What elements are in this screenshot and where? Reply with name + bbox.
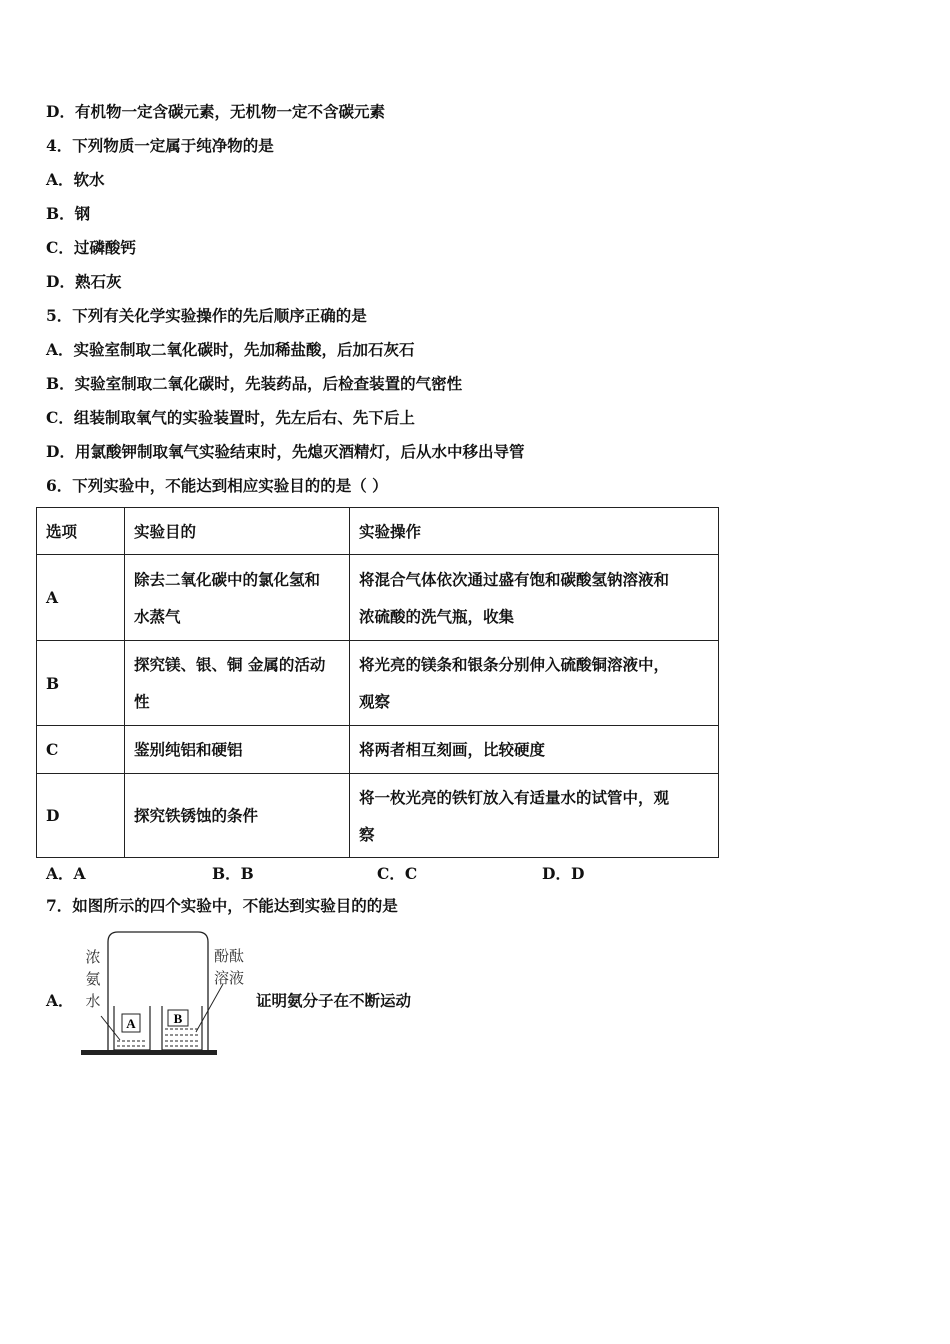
table-header-row <box>37 508 719 555</box>
q7-option-a-label: A． <box>46 991 74 1010</box>
row-operation <box>350 555 719 641</box>
q4-option-c: C．过磷酸钙 <box>46 238 136 257</box>
operation-line: 浓硫酸的洗气瓶，收集 <box>359 606 515 626</box>
q5-option-c: C．组装制取氧气的实验装置时，先左后右、先下后上 <box>46 408 415 427</box>
q4-option-d: D．熟石灰 <box>46 272 122 291</box>
row-option: D <box>37 774 125 858</box>
q6-stem: 6．下列实验中，不能达到相应实验目的的是（ ） <box>46 476 388 495</box>
row-option: A <box>37 555 125 641</box>
beaker-a-text: A <box>126 1016 136 1031</box>
header-operation: 实验操作 <box>350 508 719 555</box>
q6-table <box>36 507 719 858</box>
q4-stem: 4．下列物质一定属于纯净物的是 <box>46 136 274 155</box>
base-plate <box>81 1050 217 1055</box>
right-label-line: 酚酞 <box>213 947 245 965</box>
table-row <box>37 641 719 726</box>
row-goal: 探究铁锈蚀的条件 <box>125 774 350 858</box>
q3-option-d: D．有机物一定含碳元素，无机物一定不含碳元素 <box>46 102 385 121</box>
q5-stem: 5．下列有关化学实验操作的先后顺序正确的是 <box>46 306 367 325</box>
operation-line: 将一枚光亮的铁钉放入有适量水的试管中，观 <box>359 787 670 807</box>
bell-jar <box>108 932 208 1052</box>
ammonia-diffusion-figure <box>78 928 253 1060</box>
operation-line: 将光亮的镁条和银条分别伸入硫酸铜溶液中， <box>359 655 670 674</box>
q6-answer-c: C．C <box>377 864 418 883</box>
table-row <box>37 774 719 858</box>
goal-line: 水蒸气 <box>134 606 181 626</box>
left-label-line: 水 <box>85 992 101 1010</box>
row-option: C <box>37 726 125 774</box>
row-operation: 将两者相互刻画，比较硬度 <box>350 726 719 774</box>
q6-answer-a: A．A <box>46 864 86 883</box>
left-leader-line <box>101 1016 120 1040</box>
q6-answer-b: B．B <box>212 864 254 883</box>
row-operation <box>350 774 719 858</box>
q5-option-d: D．用氯酸钾制取氧气实验结束时，先熄灭酒精灯，后从水中移出导管 <box>46 442 525 461</box>
goal-line: 性 <box>134 692 150 711</box>
operation-line: 将混合气体依次通过盛有饱和碳酸氢钠溶液和 <box>359 569 670 589</box>
beaker-b-text: B <box>173 1011 183 1026</box>
header-option: 选项 <box>37 508 125 555</box>
q4-option-a: A．软水 <box>46 170 105 189</box>
table-row <box>37 555 719 641</box>
q4-option-b: B．钢 <box>46 204 91 223</box>
right-leader-line <box>196 984 223 1032</box>
row-goal <box>125 641 350 726</box>
right-label-line: 溶液 <box>213 969 245 987</box>
row-goal <box>125 555 350 641</box>
row-operation <box>350 641 719 726</box>
q5-option-a: A．实验室制取二氧化碳时，先加稀盐酸，后加石灰石 <box>46 340 415 359</box>
q6-answer-d: D．D <box>542 864 585 883</box>
header-goal: 实验目的 <box>125 508 350 555</box>
goal-line: 探究镁、银、铜 金属的活动 <box>134 655 326 674</box>
q7-option-a-text: 证明氨分子在不断运动 <box>256 991 412 1010</box>
left-label-line: 浓 <box>85 948 101 966</box>
left-label-line: 氨 <box>85 970 101 988</box>
operation-line: 察 <box>359 824 375 844</box>
row-goal: 鉴别纯铝和硬铝 <box>125 726 350 774</box>
q5-option-b: B．实验室制取二氧化碳时，先装药品，后检查装置的气密性 <box>46 374 463 393</box>
row-option: B <box>37 641 125 726</box>
q7-stem: 7．如图所示的四个实验中，不能达到实验目的的是 <box>46 896 398 915</box>
goal-line: 除去二氧化碳中的氯化氢和 <box>134 569 321 589</box>
table-row <box>37 726 719 774</box>
operation-line: 观察 <box>359 692 391 711</box>
